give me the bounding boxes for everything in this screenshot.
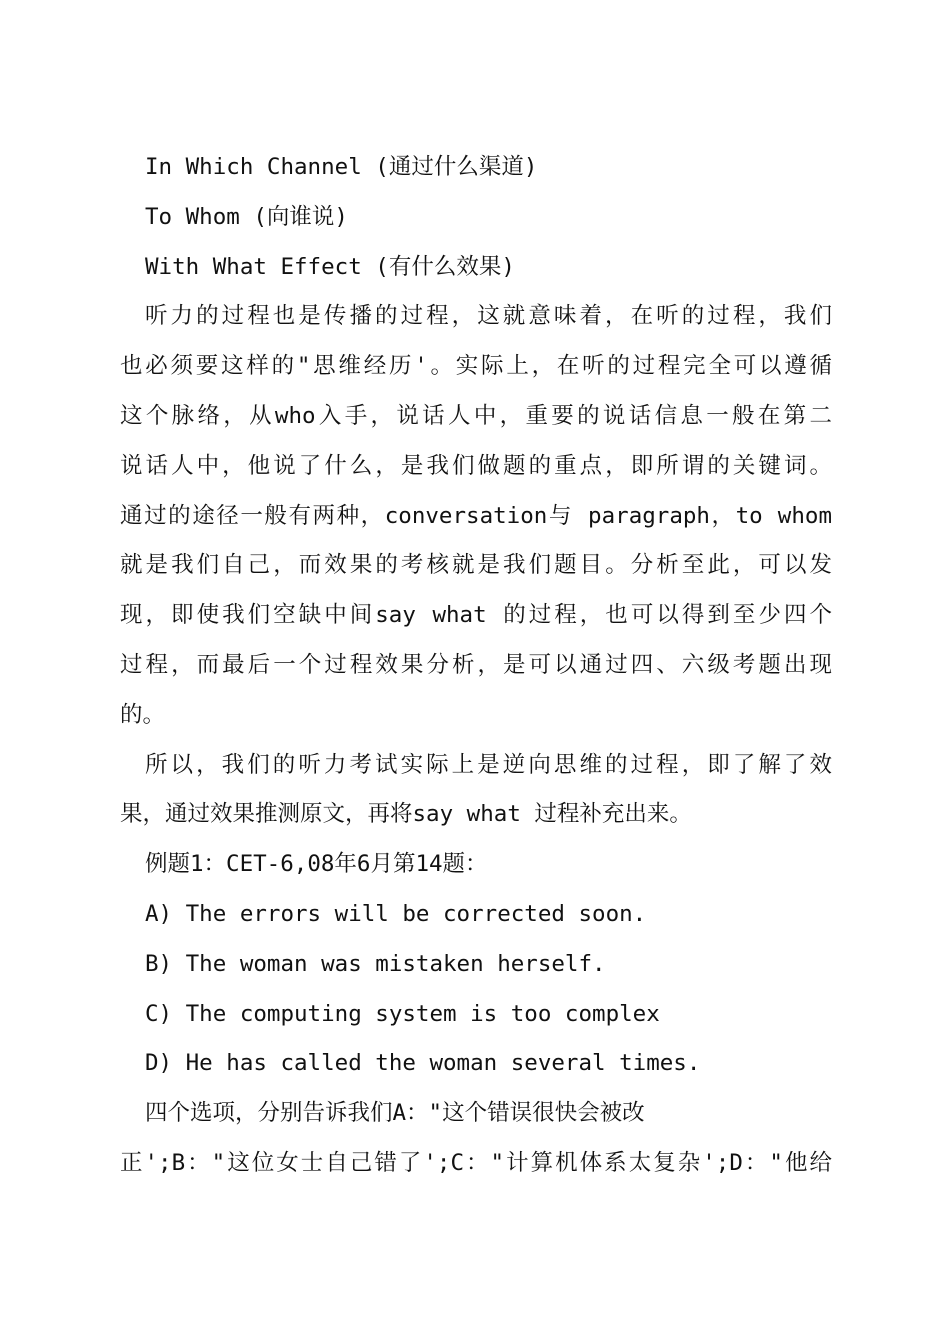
option-a: A) The errors will be corrected soon. [145,900,647,927]
paragraph-line: 听力的过程也是传播的过程，这就意味着，在听的过程，我们 [145,303,832,330]
paragraph-line: 果，通过效果推测原文，再将say what 过程补充出来。 [120,801,692,828]
paragraph-line: 所以，我们的听力考试实际上是逆向思维的过程，即了解了效 [145,751,832,778]
paragraph-line: 这个脉络，从who入手，说话人中，重要的说话信息一般在第二 [120,402,832,429]
option-d: D) He has called the woman several times. [145,1050,701,1077]
option-c: C) The computing system is too complex [145,1000,660,1027]
text-line-whom: To Whom (向谁说) [145,203,348,230]
paragraph-line: 正';B："这位女士自己错了';C："计算机体系太复杂';D："他给 [120,1149,832,1176]
paragraph-line: 过程，而最后一个过程效果分析，是可以通过四、六级考题出现 [120,651,832,678]
text-line-channel: In Which Channel (通过什么渠道) [145,154,538,180]
option-b: B) The woman was mistaken herself. [145,950,606,977]
paragraph-line: 说话人中，他说了什么，是我们做题的重点，即所谓的关键词。 [120,452,832,479]
text-line-effect: With What Effect (有什么效果) [145,253,515,280]
paragraph-line: 的。 [120,701,166,728]
paragraph-line: 现，即使我们空缺中间say what 的过程，也可以得到至少四个 [120,602,832,629]
document-body [120,143,832,1189]
paragraph-line: 四个选项，分别告诉我们A："这个错误很快会被改 [145,1100,645,1127]
paragraph-line: 就是我们自己，而效果的考核就是我们题目。分析至此，可以发 [120,552,832,579]
example-heading: 例题1：CET-6,08年6月第14题： [145,851,488,878]
paragraph-line: 也必须要这样的"思维经历'。实际上，在听的过程完全可以遵循 [120,353,832,380]
paragraph-line: 通过的途径一般有两种，conversation与 paragraph，to whom [120,502,832,529]
